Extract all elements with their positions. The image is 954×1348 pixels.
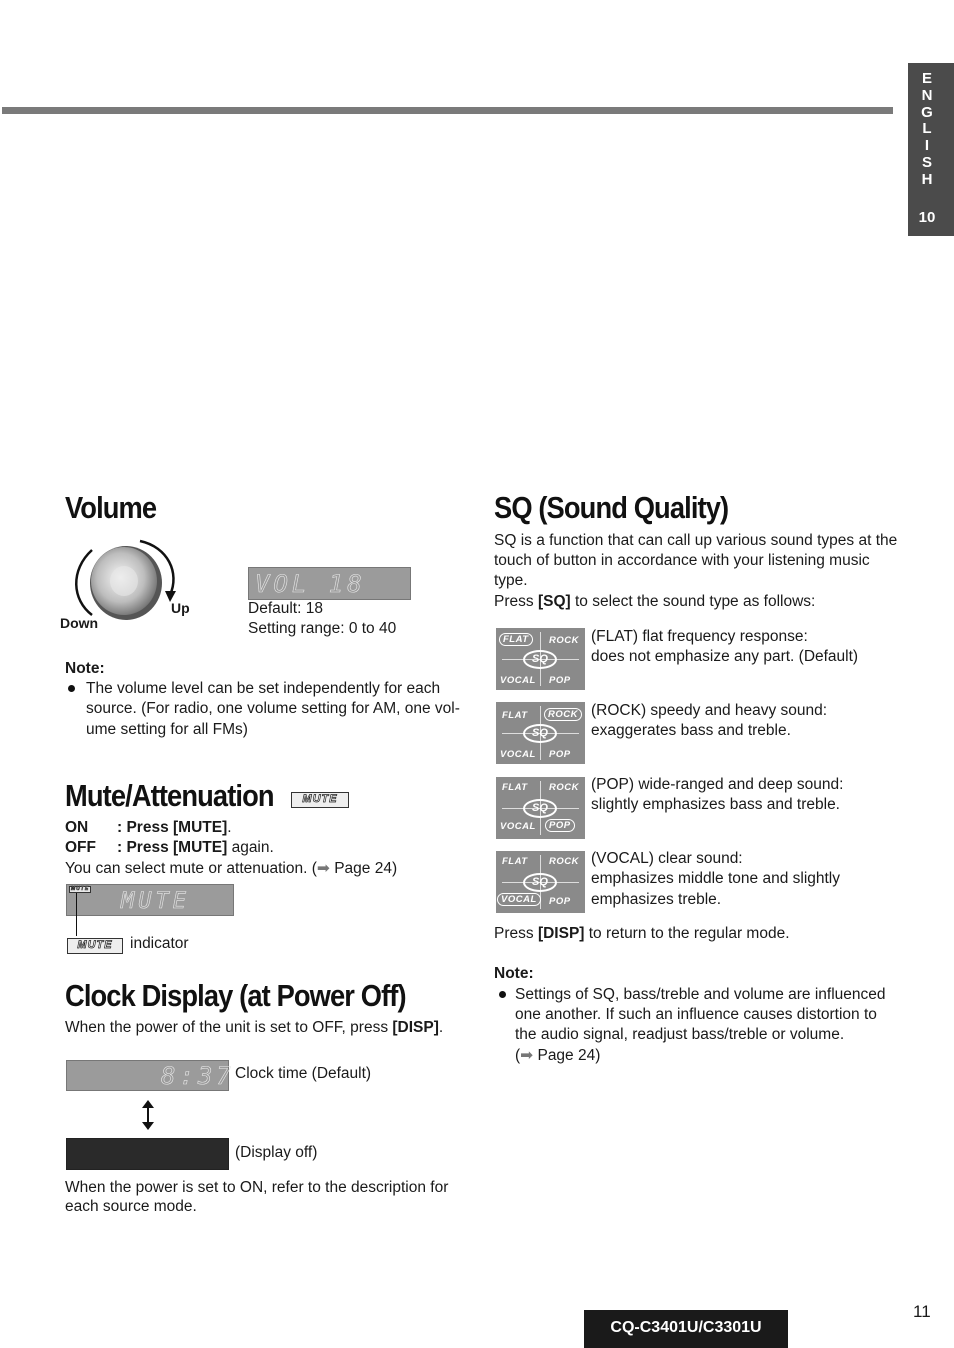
double-arrow-icon bbox=[140, 1099, 156, 1131]
sq-pop-icon: FLAT ROCK SQ VOCAL POP bbox=[496, 777, 585, 839]
sq-note-ref: (➡ Page 24) bbox=[515, 1047, 601, 1064]
sq-note-title: Note: bbox=[494, 965, 534, 982]
language-tab bbox=[908, 63, 954, 236]
sq-rock-icon: FLAT ROCK SQ VOCAL POP bbox=[496, 702, 585, 764]
volume-note-line: source. (For radio, one volume setting for AM, one vol- bbox=[86, 700, 460, 717]
language-letters: E N G L I S H bbox=[921, 70, 933, 188]
top-rule bbox=[2, 107, 893, 114]
sq-note-line: Settings of SQ, bass/treble and volume are influenced bbox=[515, 986, 886, 1003]
sq-press-text: Press [SQ] to select the sound type as follows: bbox=[494, 593, 816, 610]
volume-note-line: The volume level can be set independently for each bbox=[86, 680, 441, 697]
volume-note-line: ume setting for all FMs) bbox=[86, 721, 248, 738]
page-number: 11 bbox=[913, 1302, 931, 1321]
sq-mode-line: (ROCK) speedy and heavy sound: bbox=[591, 702, 828, 719]
sq-mode-line: exaggerates bass and treble. bbox=[591, 722, 791, 739]
sq-mode-line: emphasizes treble. bbox=[591, 891, 722, 908]
model-number: CQ-C3401U/C3301U bbox=[584, 1310, 788, 1348]
sq-mode-line: emphasizes middle tone and slightly bbox=[591, 870, 840, 887]
sq-note-line: one another. If such an influence causes distortion to bbox=[515, 1006, 877, 1023]
mute-off-desc: : Press [MUTE] again. bbox=[117, 839, 274, 856]
mute-off-label: OFF bbox=[65, 839, 96, 856]
knob-down-label: Down bbox=[60, 615, 99, 631]
display-off-label: (Display off) bbox=[235, 1144, 318, 1161]
bullet-icon bbox=[499, 991, 506, 998]
sq-return-text: Press [DISP] to return to the regular mode. bbox=[494, 925, 790, 942]
sq-mode-line: (VOCAL) clear sound: bbox=[591, 850, 743, 867]
arrow-right-icon: ➡ bbox=[316, 860, 330, 877]
sq-mode-line: slightly emphasizes bass and treble. bbox=[591, 796, 840, 813]
volume-lcd-display: VOL 18 bbox=[248, 567, 411, 600]
clock-lcd-display: 8:37 bbox=[66, 1060, 229, 1091]
sq-intro-line: SQ is a function that can call up various sound types at the bbox=[494, 532, 898, 549]
sq-mode-line: (FLAT) flat frequency response: bbox=[591, 628, 808, 645]
section-number: 10 bbox=[918, 209, 936, 226]
volume-title: Volume bbox=[65, 490, 157, 525]
sq-title: SQ (Sound Quality) bbox=[494, 490, 729, 525]
mute-on-label: ON bbox=[65, 819, 89, 836]
indicator-leader-line bbox=[76, 893, 77, 936]
mute-title: Mute/Attenuation bbox=[65, 778, 274, 813]
sq-note-line: the audio signal, readjust bass/treble or volume. bbox=[515, 1026, 845, 1043]
clock-intro: When the power of the unit is set to OFF, press [DISP]. bbox=[65, 1019, 444, 1036]
mute-on-desc: : Press [MUTE]. bbox=[117, 819, 232, 836]
mute-lcd-display: MUTE bbox=[66, 884, 234, 916]
volume-note-title: Note: bbox=[65, 660, 105, 677]
mute-badge-icon: MUTE bbox=[291, 792, 349, 808]
volume-default: Default: 18 bbox=[248, 600, 323, 617]
sq-mode-line: does not emphasize any part. (Default) bbox=[591, 648, 859, 665]
clock-time-label: Clock time (Default) bbox=[235, 1065, 372, 1082]
mute-indicator-small: MUTE bbox=[71, 886, 90, 892]
clock-outro-line: each source mode. bbox=[65, 1198, 197, 1215]
arrow-right-icon: ➡ bbox=[520, 1047, 534, 1064]
sq-vocal-icon: FLAT ROCK SQ VOCAL POP bbox=[496, 851, 585, 913]
mute-badge-icon: MUTE bbox=[67, 938, 123, 954]
knob-up-label: Up bbox=[171, 600, 190, 616]
sq-mode-line: (POP) wide-ranged and deep sound: bbox=[591, 776, 844, 793]
display-off-panel bbox=[66, 1138, 229, 1170]
mute-select-text: You can select mute or attenuation. (➡ Page 24) bbox=[65, 860, 398, 877]
sq-intro-line: touch of button in accordance with your listening music bbox=[494, 552, 870, 569]
bullet-icon bbox=[68, 685, 75, 692]
volume-range: Setting range: 0 to 40 bbox=[248, 620, 397, 637]
mute-indicator-label: indicator bbox=[130, 935, 189, 952]
sq-flat-icon: FLAT ROCK SQ VOCAL POP bbox=[496, 628, 585, 690]
sq-intro-line: type. bbox=[494, 572, 528, 589]
clock-title: Clock Display (at Power Off) bbox=[65, 978, 406, 1013]
clock-outro-line: When the power is set to ON, refer to the description for bbox=[65, 1179, 449, 1196]
